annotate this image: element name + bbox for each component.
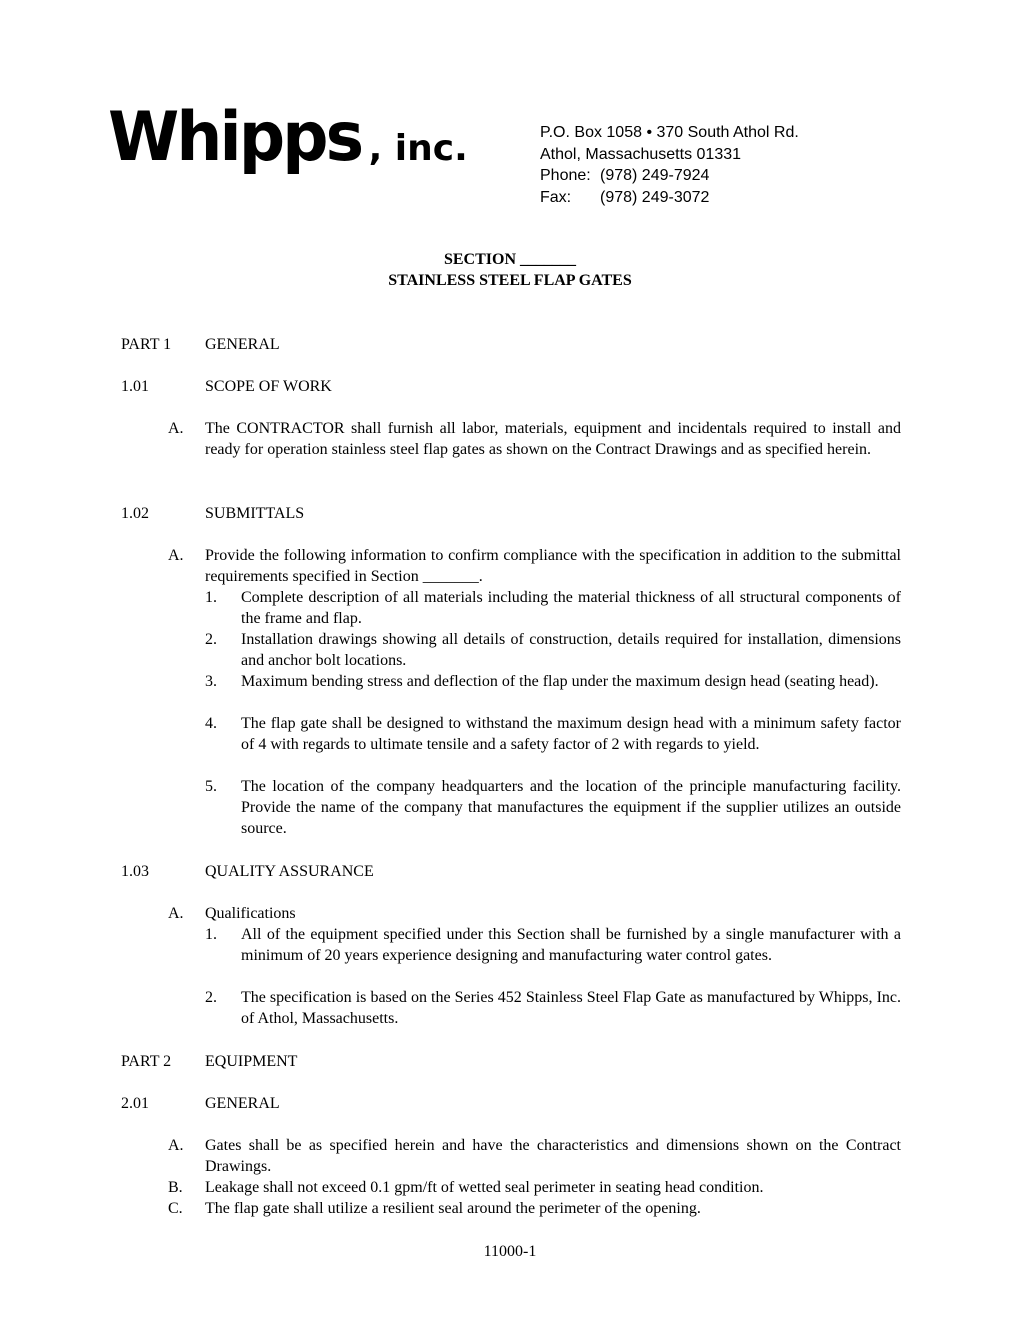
list-text: The location of the company headquarters and the location of the principle manufacturing facility. Provide the name of the company that manufactures the equipment if the supplier utilizes an outside source. bbox=[241, 778, 901, 837]
part-number: PART 2 bbox=[121, 1053, 172, 1070]
paragraph-1-03-a bbox=[168, 903, 901, 924]
phone-label: Phone: bbox=[540, 167, 591, 184]
paragraph-2-01-b bbox=[168, 1177, 901, 1198]
article-1-01-heading bbox=[121, 376, 901, 397]
paragraph-text: Leakage shall not exceed 0.1 gpm/ft of wetted seal perimeter in seating head condition. bbox=[205, 1179, 764, 1196]
list-item bbox=[205, 587, 901, 629]
list-item bbox=[205, 776, 901, 839]
list-marker: 5. bbox=[205, 778, 217, 795]
paragraph-text: Provide the following information to confirm compliance with the specification in addition to the submittal requirements specified in Section _______. bbox=[205, 547, 901, 585]
part-label: GENERAL bbox=[205, 336, 280, 353]
address-line-1: P.O. Box 1058 • 370 South Athol Rd. bbox=[540, 124, 799, 141]
list-marker: 3. bbox=[205, 673, 217, 690]
list-item bbox=[205, 924, 901, 966]
paragraph-marker: A. bbox=[168, 1137, 184, 1154]
fax-value: (978) 249-3072 bbox=[600, 188, 710, 206]
article-label: GENERAL bbox=[205, 1095, 280, 1112]
list-marker: 4. bbox=[205, 715, 217, 732]
part-number: PART 1 bbox=[121, 336, 172, 353]
paragraph-marker: A. bbox=[168, 547, 184, 564]
phone-line bbox=[540, 165, 799, 187]
article-number: 2.01 bbox=[121, 1095, 149, 1112]
paragraph-marker: C. bbox=[168, 1200, 183, 1217]
list-text: The flap gate shall be designed to withstand the maximum design head with a minimum safety factor of 4 with regards to ultimate tensile and a safety factor of 2 with regards to yield. bbox=[241, 715, 901, 753]
list-marker: 1. bbox=[205, 589, 217, 606]
fax-line bbox=[540, 187, 799, 209]
list-marker: 2. bbox=[205, 989, 217, 1006]
paragraph-marker: B. bbox=[168, 1179, 183, 1196]
article-1-03-heading bbox=[121, 861, 901, 882]
section-number: SECTION _______ bbox=[443, 251, 577, 268]
article-number: 1.01 bbox=[121, 378, 149, 395]
paragraph-2-01-a bbox=[168, 1135, 901, 1177]
paragraph-text: Gates shall be as specified herein and have the characteristics and dimensions shown on the Contract Drawings. bbox=[205, 1137, 901, 1175]
article-number: 1.02 bbox=[121, 505, 149, 522]
paragraph-2-01-c bbox=[168, 1198, 901, 1219]
list-item bbox=[205, 987, 901, 1029]
company-address bbox=[540, 122, 799, 208]
paragraph-marker: A. bbox=[168, 905, 184, 922]
logo-wordmark: Whipps bbox=[108, 98, 362, 177]
page-number: 11000-1 bbox=[483, 1243, 537, 1260]
paragraph-1-02-a bbox=[168, 545, 901, 587]
list-text: Complete description of all materials including the material thickness of all structural components of the frame and flap. bbox=[241, 589, 901, 627]
part-1-heading bbox=[121, 334, 901, 355]
section-title: STAINLESS STEEL FLAP GATES bbox=[388, 272, 632, 289]
logo-suffix: , inc. bbox=[368, 128, 468, 169]
paragraph-text: Qualifications bbox=[205, 905, 296, 922]
article-label: SUBMITTALS bbox=[205, 505, 305, 522]
list-text: Maximum bending stress and deflection of the flap under the maximum design head (seating head). bbox=[241, 673, 879, 690]
article-2-01-heading bbox=[121, 1093, 901, 1114]
list-text: All of the equipment specified under this Section shall be furnished by a single manufacturer with a minimum of 20 years experience designing and manufacturing water control gates. bbox=[241, 926, 901, 964]
list-item bbox=[205, 713, 901, 755]
paragraph-text: The flap gate shall utilize a resilient seal around the perimeter of the opening. bbox=[205, 1200, 701, 1217]
list-text: The specification is based on the Series 452 Stainless Steel Flap Gate as manufactured by Whipps, Inc. of Athol, Massachusetts. bbox=[241, 989, 901, 1027]
list-marker: 1. bbox=[205, 926, 217, 943]
paragraph-1-01-a bbox=[168, 418, 901, 460]
part-2-heading bbox=[121, 1051, 901, 1072]
article-label: SCOPE OF WORK bbox=[205, 378, 332, 395]
company-logo bbox=[108, 98, 468, 177]
address-line-2: Athol, Massachusetts 01331 bbox=[540, 145, 742, 163]
article-label: QUALITY ASSURANCE bbox=[205, 863, 374, 880]
fax-label: Fax: bbox=[540, 188, 572, 206]
list-text: Installation drawings showing all details of construction, details required for installation, dimensions and anchor bolt locations. bbox=[241, 631, 901, 669]
paragraph-text: The CONTRACTOR shall furnish all labor, materials, equipment and incidentals required to install and ready for operation stainless steel flap gates as shown on the Contract Drawings and as specified herein. bbox=[205, 420, 901, 458]
list-item bbox=[205, 671, 901, 692]
list-marker: 2. bbox=[205, 631, 217, 648]
list-item bbox=[205, 629, 901, 671]
part-label: EQUIPMENT bbox=[205, 1053, 298, 1070]
article-1-02-heading bbox=[121, 503, 901, 524]
article-number: 1.03 bbox=[121, 863, 149, 880]
paragraph-marker: A. bbox=[168, 420, 184, 437]
phone-value: (978) 249-7924 bbox=[600, 167, 710, 184]
